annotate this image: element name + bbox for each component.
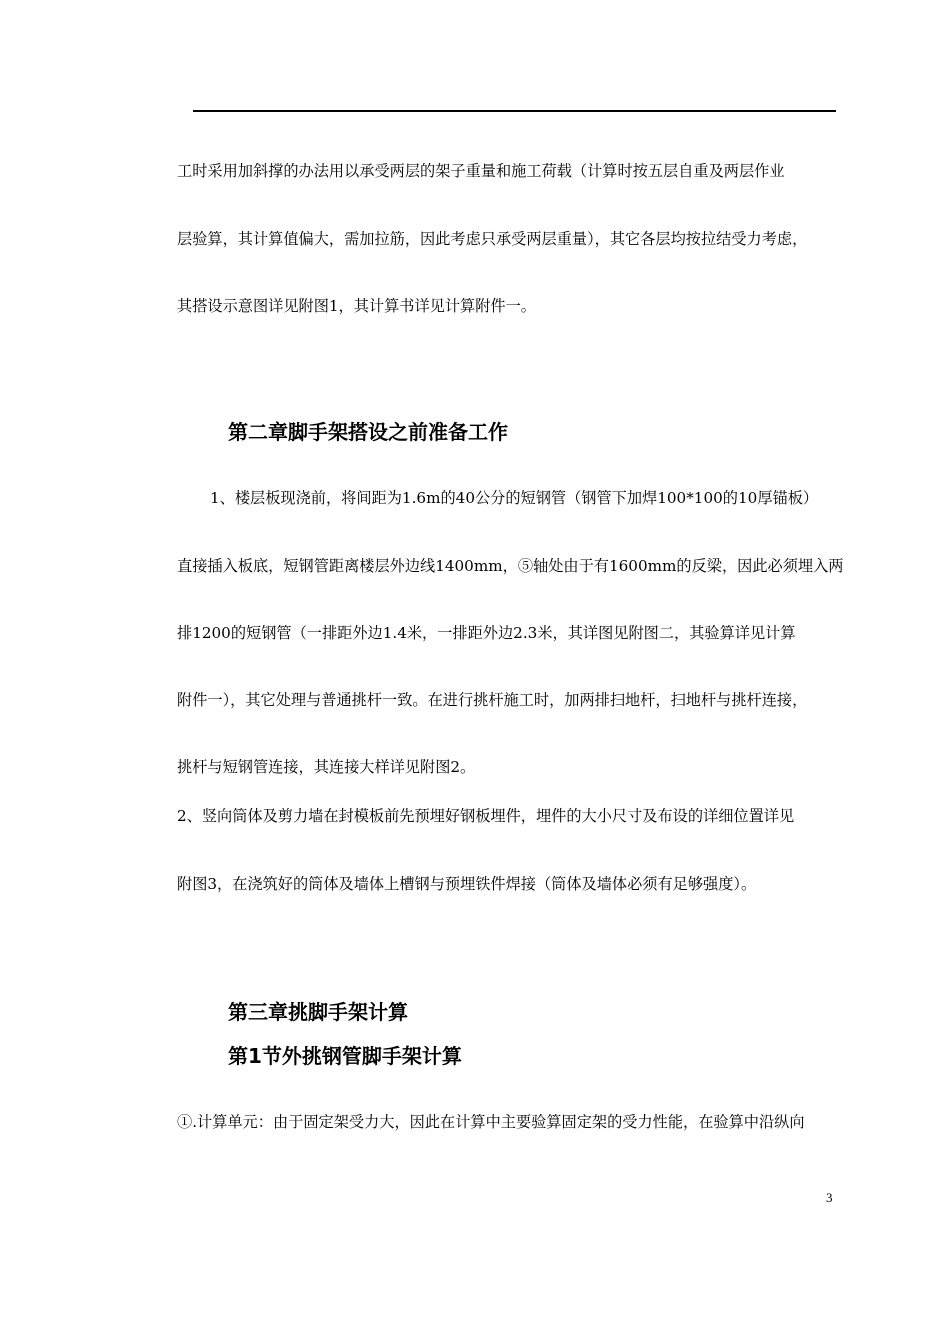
ch2-item1-line-4: 附件一），其它处理与普通挑杆一致。在进行挑杆施工时，加两排扫地杆，扫地杆与挑杆连接，	[177, 691, 808, 709]
ch2-item2-line-1: 2、竖向筒体及剪力墙在封模板前先预埋好钢板埋件，埋件的大小尺寸及布设的详细位置详见	[177, 807, 795, 825]
page-number: 3	[826, 1190, 833, 1205]
section1-title: 第1节外挑钢管脚手架计算	[228, 1044, 462, 1068]
ch2-item1-line-2: 直接插入板底，短钢管距离楼层外边线1400mm，⑤轴处由于有1600mm的反梁，因此必须埋入两	[177, 557, 844, 575]
intro-line-2: 层验算，其计算值偏大，需加拉筋，因此考虑只承受两层重量），其它各层均按拉结受力考虑，	[177, 230, 808, 248]
ch2-item1-line-5: 挑杆与短钢管连接，其连接大样详见附图2。	[177, 758, 476, 776]
header-rule	[193, 110, 836, 112]
intro-line-1: 工时采用加斜撑的办法用以承受两层的架子重量和施工荷载（计算时按五层自重及两层作业	[177, 162, 785, 180]
intro-line-3: 其搭设示意图详见附图1，其计算书详见计算附件一。	[177, 297, 536, 315]
chapter3-title: 第三章挑脚手架计算	[228, 1000, 408, 1024]
ch2-item2-line-2: 附图3，在浇筑好的筒体及墙体上槽钢与预埋铁件焊接（筒体及墙体必须有足够强度）。	[177, 875, 757, 893]
ch2-item1-line-1: 1、楼层板现浇前，将间距为1.6m的40公分的短钢管（钢管下加焊100*100的10厚锚板）	[210, 489, 819, 507]
ch2-item1-line-3: 排1200的短钢管（一排距外边1.4米，一排距外边2.3米，其详图见附图二，其验算详见计算	[177, 624, 796, 642]
chapter2-title: 第二章脚手架搭设之前准备工作	[228, 420, 508, 444]
ch3-line-1: ①.计算单元：由于固定架受力大，因此在计算中主要验算固定架的受力性能，在验算中沿纵向	[177, 1113, 805, 1131]
